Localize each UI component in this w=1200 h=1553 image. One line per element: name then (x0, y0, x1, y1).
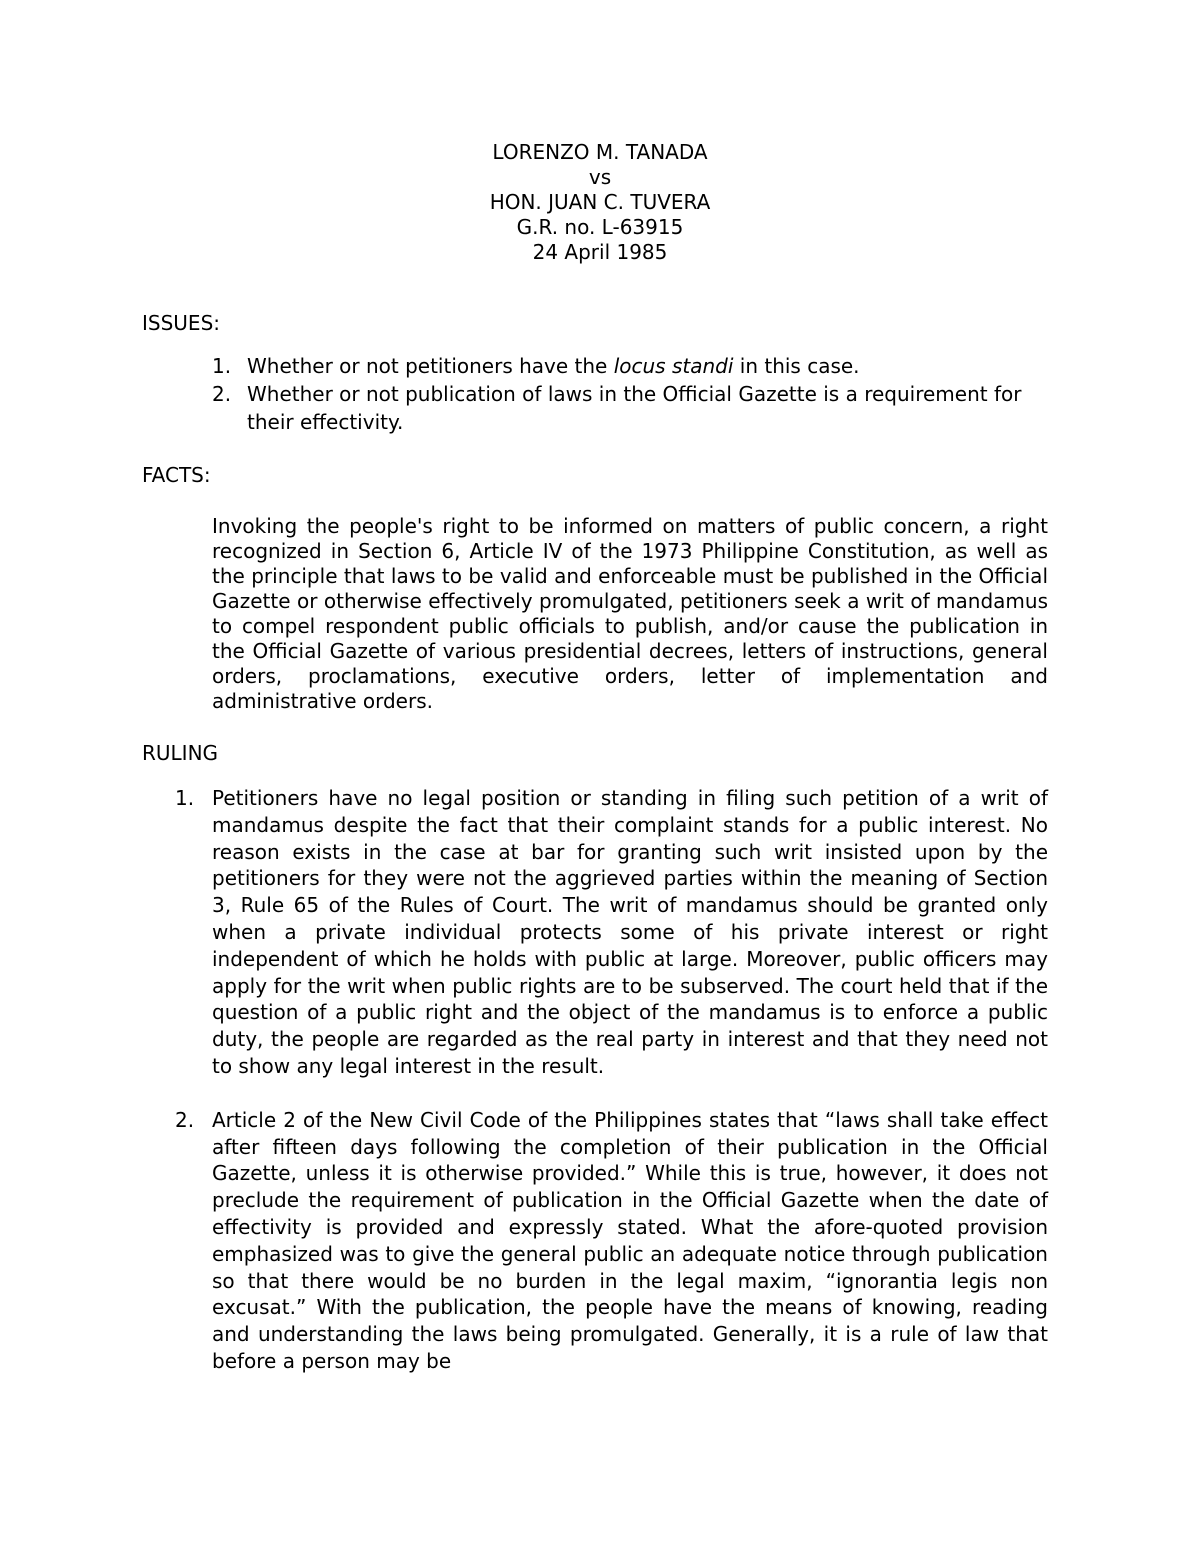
issue-text-after: in this case. (733, 354, 860, 378)
ruling-list (142, 785, 1048, 1402)
issues-list (142, 352, 1052, 436)
facts-paragraph: Invoking the people's right to be informed on matters of public concern, a right recognized in Section 6, Article IV of the 1973 Philippine Constitution, as well as the principle that laws to be valid and enforceable must be published in the Official Gazette or otherwise effectively promulgated, petitioners seek a writ of mandamus to compel respondent public officials to publish, and/or cause the publication in the Official Gazette of various presidential decrees, letters of instructions, general orders, proclamations, executive orders, letter of implementation and administrative orders. (212, 514, 1048, 713)
list-item (142, 352, 1052, 380)
versus-label: vs (588, 165, 612, 189)
gr-number: G.R. no. L-63915 (516, 215, 684, 239)
ruling-heading: RULING (142, 741, 219, 765)
issue-text-italic: locus standi (613, 354, 734, 378)
list-item (142, 380, 1052, 436)
issue-text-before: Whether or not petitioners have the (247, 354, 614, 378)
list-number: 1. (175, 786, 195, 810)
list-number: 2. (175, 1107, 195, 1132)
issue-text: Whether or not publication of laws in the Official Gazette is a requirement for their effectivity. (247, 382, 1022, 434)
petitioner-name: LORENZO M. TANADA (492, 140, 708, 164)
ruling-text: Petitioners have no legal position or standing in filing such petition of a writ of mandamus despite the fact that their complaint stands for a public interest. No reason exists in the case at bar for granting such writ insisted upon by the petitioners for they were not the aggrieved parties within the meaning of Section 3, Rule 65 of the Rules of Court. The writ of mandamus should be granted only when a private individual protects some of his private interest or right independent of which he holds with public at large. Moreover, public officers may apply for the writ when public rights are to be subserved. The court held that if the question of a public right and the object of the mandamus is to enforce a public duty, the people are regarded as the real party in interest and that they need not to show any legal interest in the result. (212, 786, 1048, 1078)
list-number: 2. (212, 382, 232, 406)
issues-heading: ISSUES: (142, 311, 220, 335)
case-date: 24 April 1985 (532, 240, 668, 264)
list-number: 1. (212, 354, 232, 378)
list-item (142, 785, 1048, 1080)
list-item (142, 1107, 1048, 1375)
facts-heading: FACTS: (142, 463, 211, 487)
respondent-name: HON. JUAN C. TUVERA (489, 190, 711, 214)
ruling-text: Article 2 of the New Civil Code of the Philippines states that “laws shall take effect after fifteen days following the completion of their publication in the Official Gazette, unless it is otherwise provided.” While this is true, however, it does not preclude the requirement of publication in the Official Gazette when the date of effectivity is provided and expressly stated. What the afore-quoted provision emphasized was to give the general public an adequate notice through publication so that there would be no burden in the legal maxim, “ignorantia legis non excusat.” With the publication, the people have the means of knowing, reading and understanding the laws being promulgated. Generally, it is a rule of law that before a person may be (212, 1107, 1048, 1373)
case-header (0, 140, 1200, 265)
